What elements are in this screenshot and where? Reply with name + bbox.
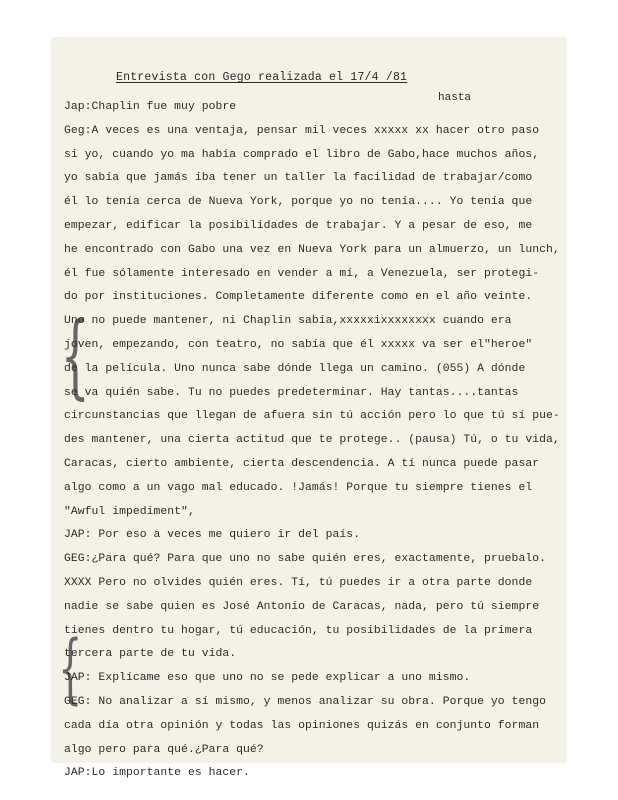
transcript-line: GEG:¿Para qué? Para que uno no sabe quién eres, exactamente, pruebalo.	[64, 553, 546, 566]
transcript-line: de la película. Uno nunca sabe dónde llega un camino. (055) A dónde	[64, 362, 526, 375]
transcript-line: JAP:Lo importante es hacer.	[64, 767, 250, 780]
transcript-line: algo como a un vago mal educado. !Jamás! Porque tu siempre tienes el	[64, 481, 533, 494]
transcript-line: se va quién sabe. Tu no puedes predeterminar. Hay tantas....tantas	[64, 386, 519, 399]
margin-brace-mark: {	[58, 623, 83, 712]
transcript-line: joven, empezando, con teatro, no sabía que él xxxxx va ser el"heroe"	[64, 338, 533, 351]
transcript-line: Geg:A veces es una ventaja, pensar mil veces xxxxx xx hacer otro paso	[64, 124, 540, 137]
transcript-line: yo sabía que jamás iba tener un taller la facilidad de trabajar/como	[64, 172, 533, 185]
transcript-line: Caracas, cierto ambiente, cierta descendencia. A tí nunca puede pasar	[64, 457, 540, 470]
transcript-line: él fue sólamente interesado en vender a mí, a Venezuela, ser protegi-	[64, 267, 540, 280]
transcript-line: des mantener, una cierta actitud que te protege.. (pausa) Tú, o tu vida,	[64, 434, 560, 447]
transcript-line: JAP: Por eso a veces me quiero ir del país.	[64, 529, 361, 542]
transcript-line: si yo, cuando yo ma había comprado el libro de Gabo,hace muchos años,	[64, 148, 540, 161]
transcript-line: JAP: Explícame eso que uno no se pede explicar a uno mismo.	[64, 672, 471, 685]
transcript-line: nadie se sabe quien es José Antonio de Caracas, nada, pero tú siempre	[64, 600, 540, 613]
transcript-line: algo pero para qué.¿Para qué?	[64, 743, 264, 756]
transcript-body	[64, 96, 560, 786]
transcript-line: "Awful impediment",	[64, 505, 195, 518]
transcript-line: Uno no puede mantener, ni Chaplin sabía,xxxxxixxxxxxxx cuando era	[64, 315, 512, 328]
transcript-line: empezar, edificar la posibilidades de trabajar. Y a pesar de eso, me	[64, 219, 533, 232]
transcript-line: he encontrado con Gabo una vez en Nueva York para un almuerzo, un lunch,	[64, 243, 560, 256]
margin-brace-mark: {	[60, 302, 90, 409]
transcript-line: XXXX Pero no olvides quién eres. Tí, tú puedes ir a otra parte donde	[64, 576, 533, 589]
transcript-line: Jap:Chaplin fue muy pobre	[64, 101, 237, 113]
transcript-line: circunstancias que llegan de afuera sin tú acción pero lo que tú sí pue-	[64, 410, 560, 423]
document-title: Entrevista con Gego realizada el 17/4 /81	[116, 71, 408, 84]
transcript-line: do por instituciones. Completamente diferente como en el año veinte.	[64, 291, 533, 304]
transcript-line: tercera parte de tu vida.	[64, 648, 237, 661]
handwritten-insertion: hasta	[438, 92, 472, 104]
typewritten-page	[52, 38, 566, 780]
transcript-line: tienes dentro tu hogar, tú educación, tu posibilidades de la primera	[64, 624, 533, 637]
transcript-line: él lo tenía cerca de Nueva York, porque yo no tenía.... Yo tenía que	[64, 196, 533, 209]
transcript-line: cada día otra opinión y todas las opiniones quizás en conjunto forman	[64, 719, 540, 732]
transcript-line: GEG: No analizar a sí mismo, y menos analizar su obra. Porque yo tengo	[64, 695, 546, 708]
